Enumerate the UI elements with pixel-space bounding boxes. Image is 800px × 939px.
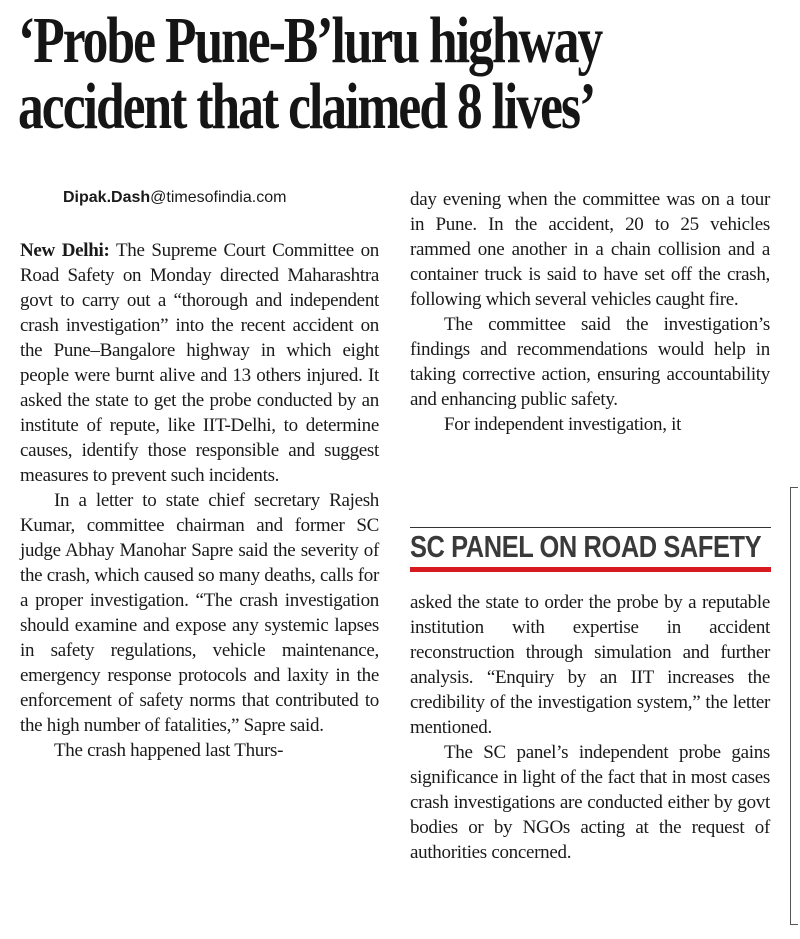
page-edge-tick <box>790 924 798 925</box>
byline-domain: @timesofindia.com <box>150 189 287 206</box>
dateline: New Delhi: <box>20 240 110 261</box>
paragraph-text: The Supreme Court Committee on Road Safety on Monday directed Maharashtra govt to carry out a “thorough and independent crash investigation” into the recent accident on the Pune–Bangalore highway in which eight people were burnt alive and 13 others injured. It asked the state to get the probe conducted by an institute of repute, like IIT-Delhi, to determine causes, identify those responsible and suggest measures to prevent such incidents. <box>20 240 379 486</box>
article-column-right-top <box>410 187 770 437</box>
article-paragraph: day evening when the committee was on a tour in Pune. In the accident, 20 to 25 vehicles rammed one another in a chain collision and a container truck is said to have set off the crash, following which several vehicles caught fire. <box>410 189 770 310</box>
section-divider <box>410 527 771 528</box>
article-paragraph: asked the state to order the probe by a reputable institution with expertise in accident reconstruction through simulation and further analysis. “Enquiry by an IIT increases the credibility of the investigation system,” the letter mentioned. <box>410 592 770 738</box>
article-paragraph: For independent investigation, it <box>444 414 682 435</box>
page-edge-tick <box>790 487 798 488</box>
article-paragraph <box>20 238 379 488</box>
article-paragraph: The crash happened last Thurs- <box>54 740 284 761</box>
byline-name: Dipak.Dash <box>63 189 151 206</box>
section-title: SC PANEL ON ROAD SAFETY <box>410 529 762 564</box>
article-column-right-bottom <box>410 590 770 865</box>
article-paragraph: The SC panel’s independent probe gains significance in light of the fact that in most cases crash investigations are conducted either by govt bodies or by NGOs acting at the request of authorities concerned. <box>410 742 770 863</box>
article-paragraph: In a letter to state chief secretary Rajesh Kumar, committee chairman and former SC judge Abhay Manohar Sapre said the severity of the crash, which caused so many deaths, calls for a proper investigation. “The crash investigation should examine and expose any systemic lapses in safety regulations, vehicle maintenance, emergency response protocols and laxity in the enforcement of safety norms that contributed to the high number of fatalities,” Sapre said. <box>20 490 379 736</box>
headline-line-2: accident that claimed 8 lives’ <box>18 70 595 143</box>
article-paragraph: The committee said the investigation’s findings and recommendations would help in taking corrective action, ensuring accountability and enhancing public safety. <box>410 314 770 410</box>
section-accent-bar <box>410 567 771 572</box>
headline <box>18 4 790 143</box>
byline <box>63 189 286 207</box>
article-column-left <box>20 238 379 763</box>
headline-line-1: ‘Probe Pune-B’luru highway <box>18 4 602 77</box>
page-edge-rule <box>790 487 791 925</box>
